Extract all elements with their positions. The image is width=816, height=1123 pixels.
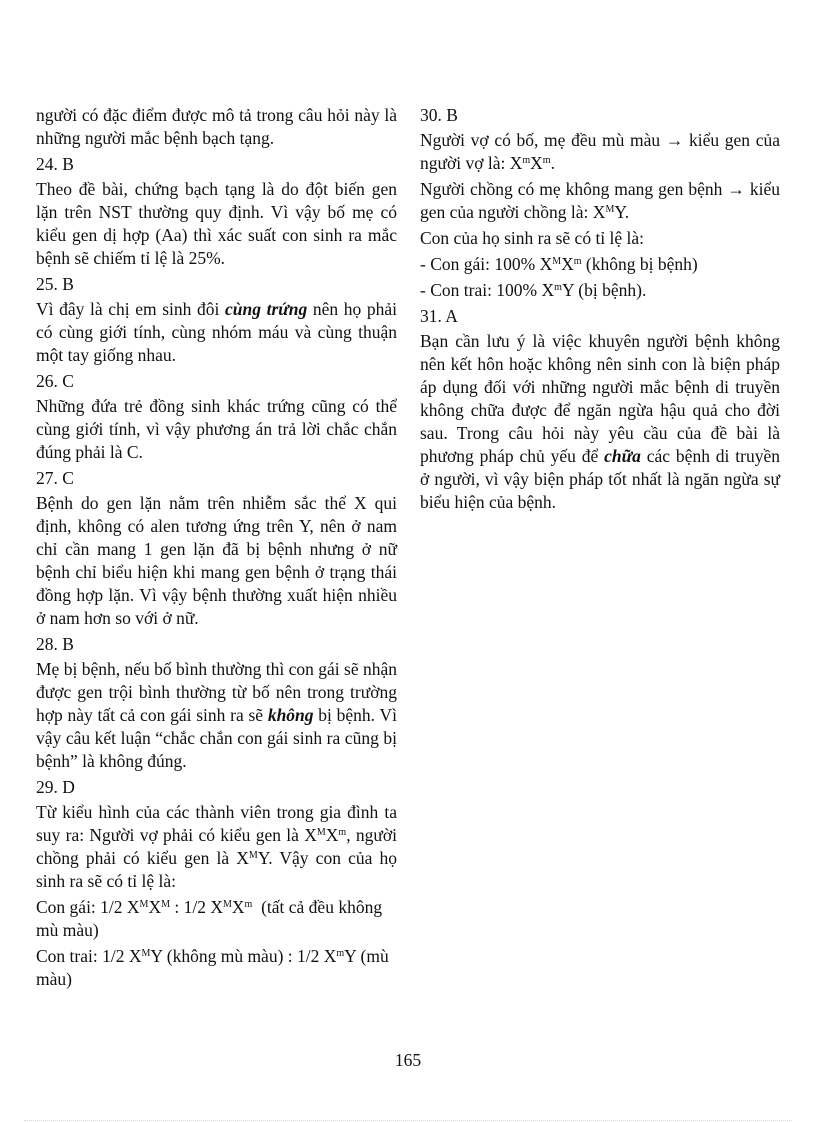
text-segment: Người chồng có mẹ không mang gen bệnh → kiểu gen của người chồng là: X xyxy=(420,179,780,222)
text-segment: - Con trai: 100% X xyxy=(420,280,555,300)
text-segment: Mẹ bị bệnh, nếu bố bình thường thì con gái sẽ nhận được gen trội bình thường từ bố nên trong trường hợp này tất cả con gái sinh ra sẽ xyxy=(36,659,397,725)
answer-30-children: Con của họ sinh ra sẽ có tỉ lệ là: xyxy=(420,228,645,248)
text-segment: . xyxy=(550,153,555,173)
paragraph-continuation: người có đặc điểm được mô tả trong câu hỏi này là những người mắc bệnh bạch tạng. xyxy=(36,105,397,148)
superscript: M xyxy=(141,948,151,959)
superscript: M xyxy=(316,827,326,838)
text-segment: Từ kiểu hình của các thành viên trong gia đình ta suy ra: Người vợ phải có kiểu gen là X xyxy=(36,802,397,845)
text-segment: Y (bị bệnh). xyxy=(561,280,647,300)
text-segment: Bạn cần lưu ý là việc khuyên người bệnh không nên kết hôn hoặc không nên sinh con là biện pháp áp dụng đối với những người mắc bệnh di truyền không chữa được để ngăn ngừa hậu quả cho đời sau. Trong câu hỏi này yêu cầu của đề bài là phương pháp chủ yếu để xyxy=(420,331,780,466)
answer-29-heading: 29. D xyxy=(36,777,75,797)
emphasis-text: chữa xyxy=(604,446,641,466)
right-column xyxy=(420,104,780,517)
text-segment: X xyxy=(561,254,574,274)
superscript: M xyxy=(223,899,232,910)
answer-26-heading: 26. C xyxy=(36,371,74,391)
answer-24-heading: 24. B xyxy=(36,154,74,174)
superscript: M xyxy=(248,850,258,861)
answer-30-daughters xyxy=(420,253,780,276)
text-segment: : 1/2 X xyxy=(170,897,223,917)
text-segment: Y (mù màu) xyxy=(36,946,389,989)
answer-30-sons xyxy=(420,279,780,302)
text-segment: (tất cả đều không mù màu) xyxy=(36,897,387,940)
superscript: m xyxy=(542,155,551,166)
page-number: 165 xyxy=(394,1050,422,1070)
text-segment: - Con gái: 100% X xyxy=(420,254,553,274)
text-segment: nên họ phải có cùng giới tính, cùng nhóm máu và cùng thuận một tay giống nhau. xyxy=(36,299,397,365)
text-segment: X xyxy=(325,825,339,845)
answer-31-heading: 31. A xyxy=(420,306,458,326)
superscript: M xyxy=(161,899,170,910)
superscript: M xyxy=(605,204,615,215)
answer-28-heading: 28. B xyxy=(36,634,74,654)
answer-28-text xyxy=(36,658,397,773)
superscript: M xyxy=(139,899,149,910)
text-segment: X xyxy=(530,153,543,173)
text-segment: , người chồng phải có kiểu gen là X xyxy=(36,825,397,868)
superscript: m xyxy=(338,827,347,838)
emphasis-text: cùng trứng xyxy=(225,299,308,319)
left-column xyxy=(36,104,397,994)
text-segment: Y (không mù màu) : 1/2 X xyxy=(150,946,337,966)
text-segment: Con gái: 1/2 X xyxy=(36,897,140,917)
answer-29-text xyxy=(36,801,397,893)
text-segment: Con trai: 1/2 X xyxy=(36,946,142,966)
answer-30-husband xyxy=(420,178,780,224)
text-segment: Y. Vậy con của họ sinh ra sẽ có tỉ lệ là: xyxy=(36,848,398,891)
footer-divider xyxy=(24,1120,792,1121)
superscript: m xyxy=(522,155,531,166)
answer-31-text xyxy=(420,330,780,514)
text-segment: X xyxy=(231,897,245,917)
answer-24-text: Theo đề bài, chứng bạch tạng là do đột biến gen lặn trên NST thường quy định. Vì vậy bố mẹ có kiểu gen dị hợp (Aa) thì xác suất con sinh ra mắc bệnh sẽ chiếm tỉ lệ là 25%. xyxy=(36,179,397,268)
answer-27-heading: 27. C xyxy=(36,468,74,488)
text-segment: Y. xyxy=(614,202,630,222)
emphasis-text: không xyxy=(267,705,314,725)
superscript: M xyxy=(552,256,562,267)
text-segment: các bệnh di truyền ở người, vì vậy biện pháp tốt nhất là ngăn ngừa sự biểu hiện của bệnh. xyxy=(420,446,780,512)
answer-29-sons xyxy=(36,945,397,991)
text-segment: Vì đây là chị em sinh đôi xyxy=(36,299,225,319)
answer-25-text xyxy=(36,298,397,367)
text-segment: bị bệnh. Vì vậy câu kết luận “chắc chắn con gái sinh ra cũng bị bệnh” là không đúng. xyxy=(36,705,397,771)
superscript: m xyxy=(554,282,562,293)
answer-30-heading: 30. B xyxy=(420,105,458,125)
superscript: m xyxy=(336,948,345,959)
superscript: m xyxy=(244,899,253,910)
answer-29-daughters xyxy=(36,896,397,942)
answer-30-wife xyxy=(420,129,780,175)
answer-26-text: Những đứa trẻ đồng sinh khác trứng cũng có thể cùng giới tính, vì vậy phương án trả lời chắc chắn đúng phải là C. xyxy=(36,396,397,462)
text-segment: Người vợ có bố, mẹ đều mù màu → kiểu gen của người vợ là: X xyxy=(420,130,780,173)
answer-25-heading: 25. B xyxy=(36,274,74,294)
text-segment: (không bị bệnh) xyxy=(581,254,698,274)
superscript: m xyxy=(573,256,582,267)
answer-27-text: Bệnh do gen lặn nằm trên nhiễm sắc thể X qui định, không có alen tương ứng trên Y, nên ở nam chỉ cần mang 1 gen lặn đã bị bệnh nhưng ở nữ bệnh chỉ biểu hiện khi mang gen bệnh ở trạng thái đồng hợp lặn. Vì vậy bệnh thường xuất hiện nhiều ở nam hơn so với ở nữ. xyxy=(36,493,397,628)
text-segment: X xyxy=(148,897,162,917)
